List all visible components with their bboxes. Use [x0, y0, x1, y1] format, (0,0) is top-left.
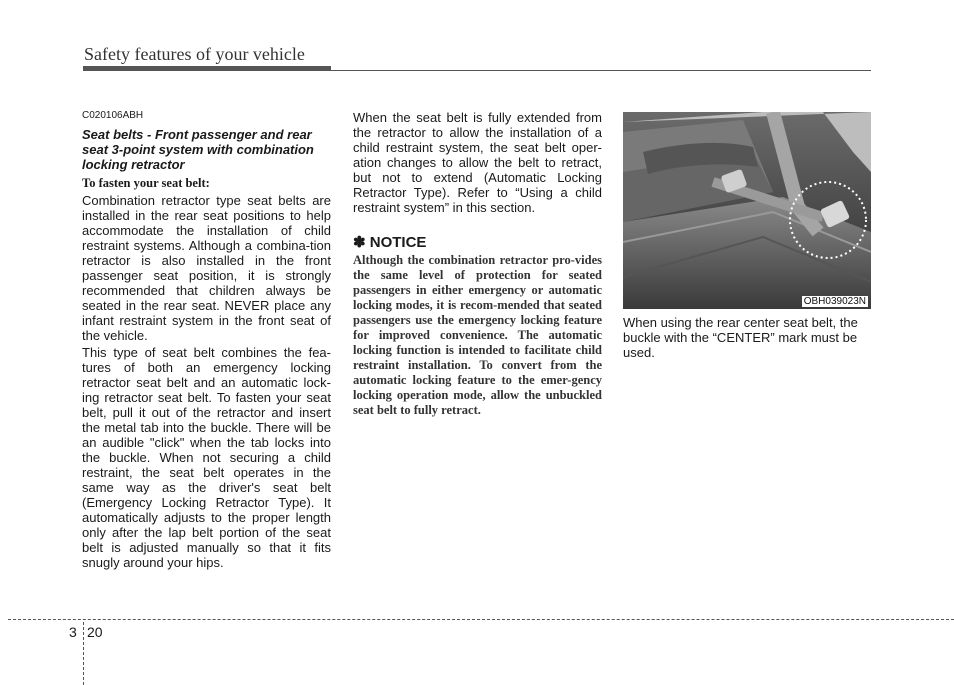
section-subheading: Seat belts - Front passenger and rear seat 3-point system with combination locking retractor	[82, 127, 314, 172]
seat-belt-illustration	[623, 112, 871, 309]
page-chapter-number: 3	[69, 624, 77, 640]
footer-vertical-rule	[83, 622, 84, 685]
footer-dashed-rule	[8, 619, 954, 620]
page-number: 20	[87, 624, 103, 640]
figure-caption: When using the rear center seat belt, the buckle with the “CENTER” mark must be used.	[623, 315, 858, 360]
column-left	[82, 110, 331, 572]
paragraph-combination-retractor: Combination retractor type seat belts are installed in the rear seat positions to help accommodate the installation of child restraint systems. Although a combina-tion retractor is also installed in the front passenger seat position, it is strongly recommended that children always be seated in the rear seat. NEVER place any infant restraint system in the front seat of the vehicle.	[82, 193, 331, 343]
column-right	[623, 110, 872, 360]
header-rule	[83, 70, 871, 71]
notice-title: ✽ NOTICE	[353, 234, 427, 251]
figure-code: OBH039023N	[803, 296, 866, 307]
page-header-title: Safety features of your vehicle	[84, 44, 305, 64]
section-code: C020106ABH	[82, 110, 144, 121]
paragraph-automatic-locking: When the seat belt is fully extended from the retractor to allow the installation of a child restraint system, the seat belt oper-ation changes to allow the belt to retract, but not to extend (Automatic Locking Retractor Type). Refer to “Using a child restraint system” in this section.	[353, 110, 602, 215]
notice-body: Although the combination retractor pro-vides the same level of protection for seated passengers in either emergency or automatic locking modes, it is recom-mended that seated passengers use the emergency locking feature for improved convenience. The automatic locking function is intended to facilitate child restraint installation. To convert from the automatic locking feature to the emer-gency locking operation mode, allow the unbuckled seat belt to fully retract.	[353, 253, 602, 417]
column-middle	[353, 110, 602, 418]
fasten-heading: To fasten your seat belt:	[82, 176, 210, 190]
paragraph-seat-belt-operation: This type of seat belt combines the fea-tures of both an emergency locking retractor seat belt and an automatic lock-ing retractor seat belt. To fasten your seat belt, pull it out of the retractor and insert the metal tab into the buckle. There will be an audible "click" when the tab locks into the buckle. When not securing a child restraint, the seat belt operates in the same way as the driver's seat belt (Emergency Locking Retractor Type). It automatically adjusts to the proper length only after the lap belt portion of the seat belt is adjusted manually so that it fits snugly around your hips.	[82, 345, 331, 570]
rear-seat-belt-photo	[623, 112, 871, 309]
